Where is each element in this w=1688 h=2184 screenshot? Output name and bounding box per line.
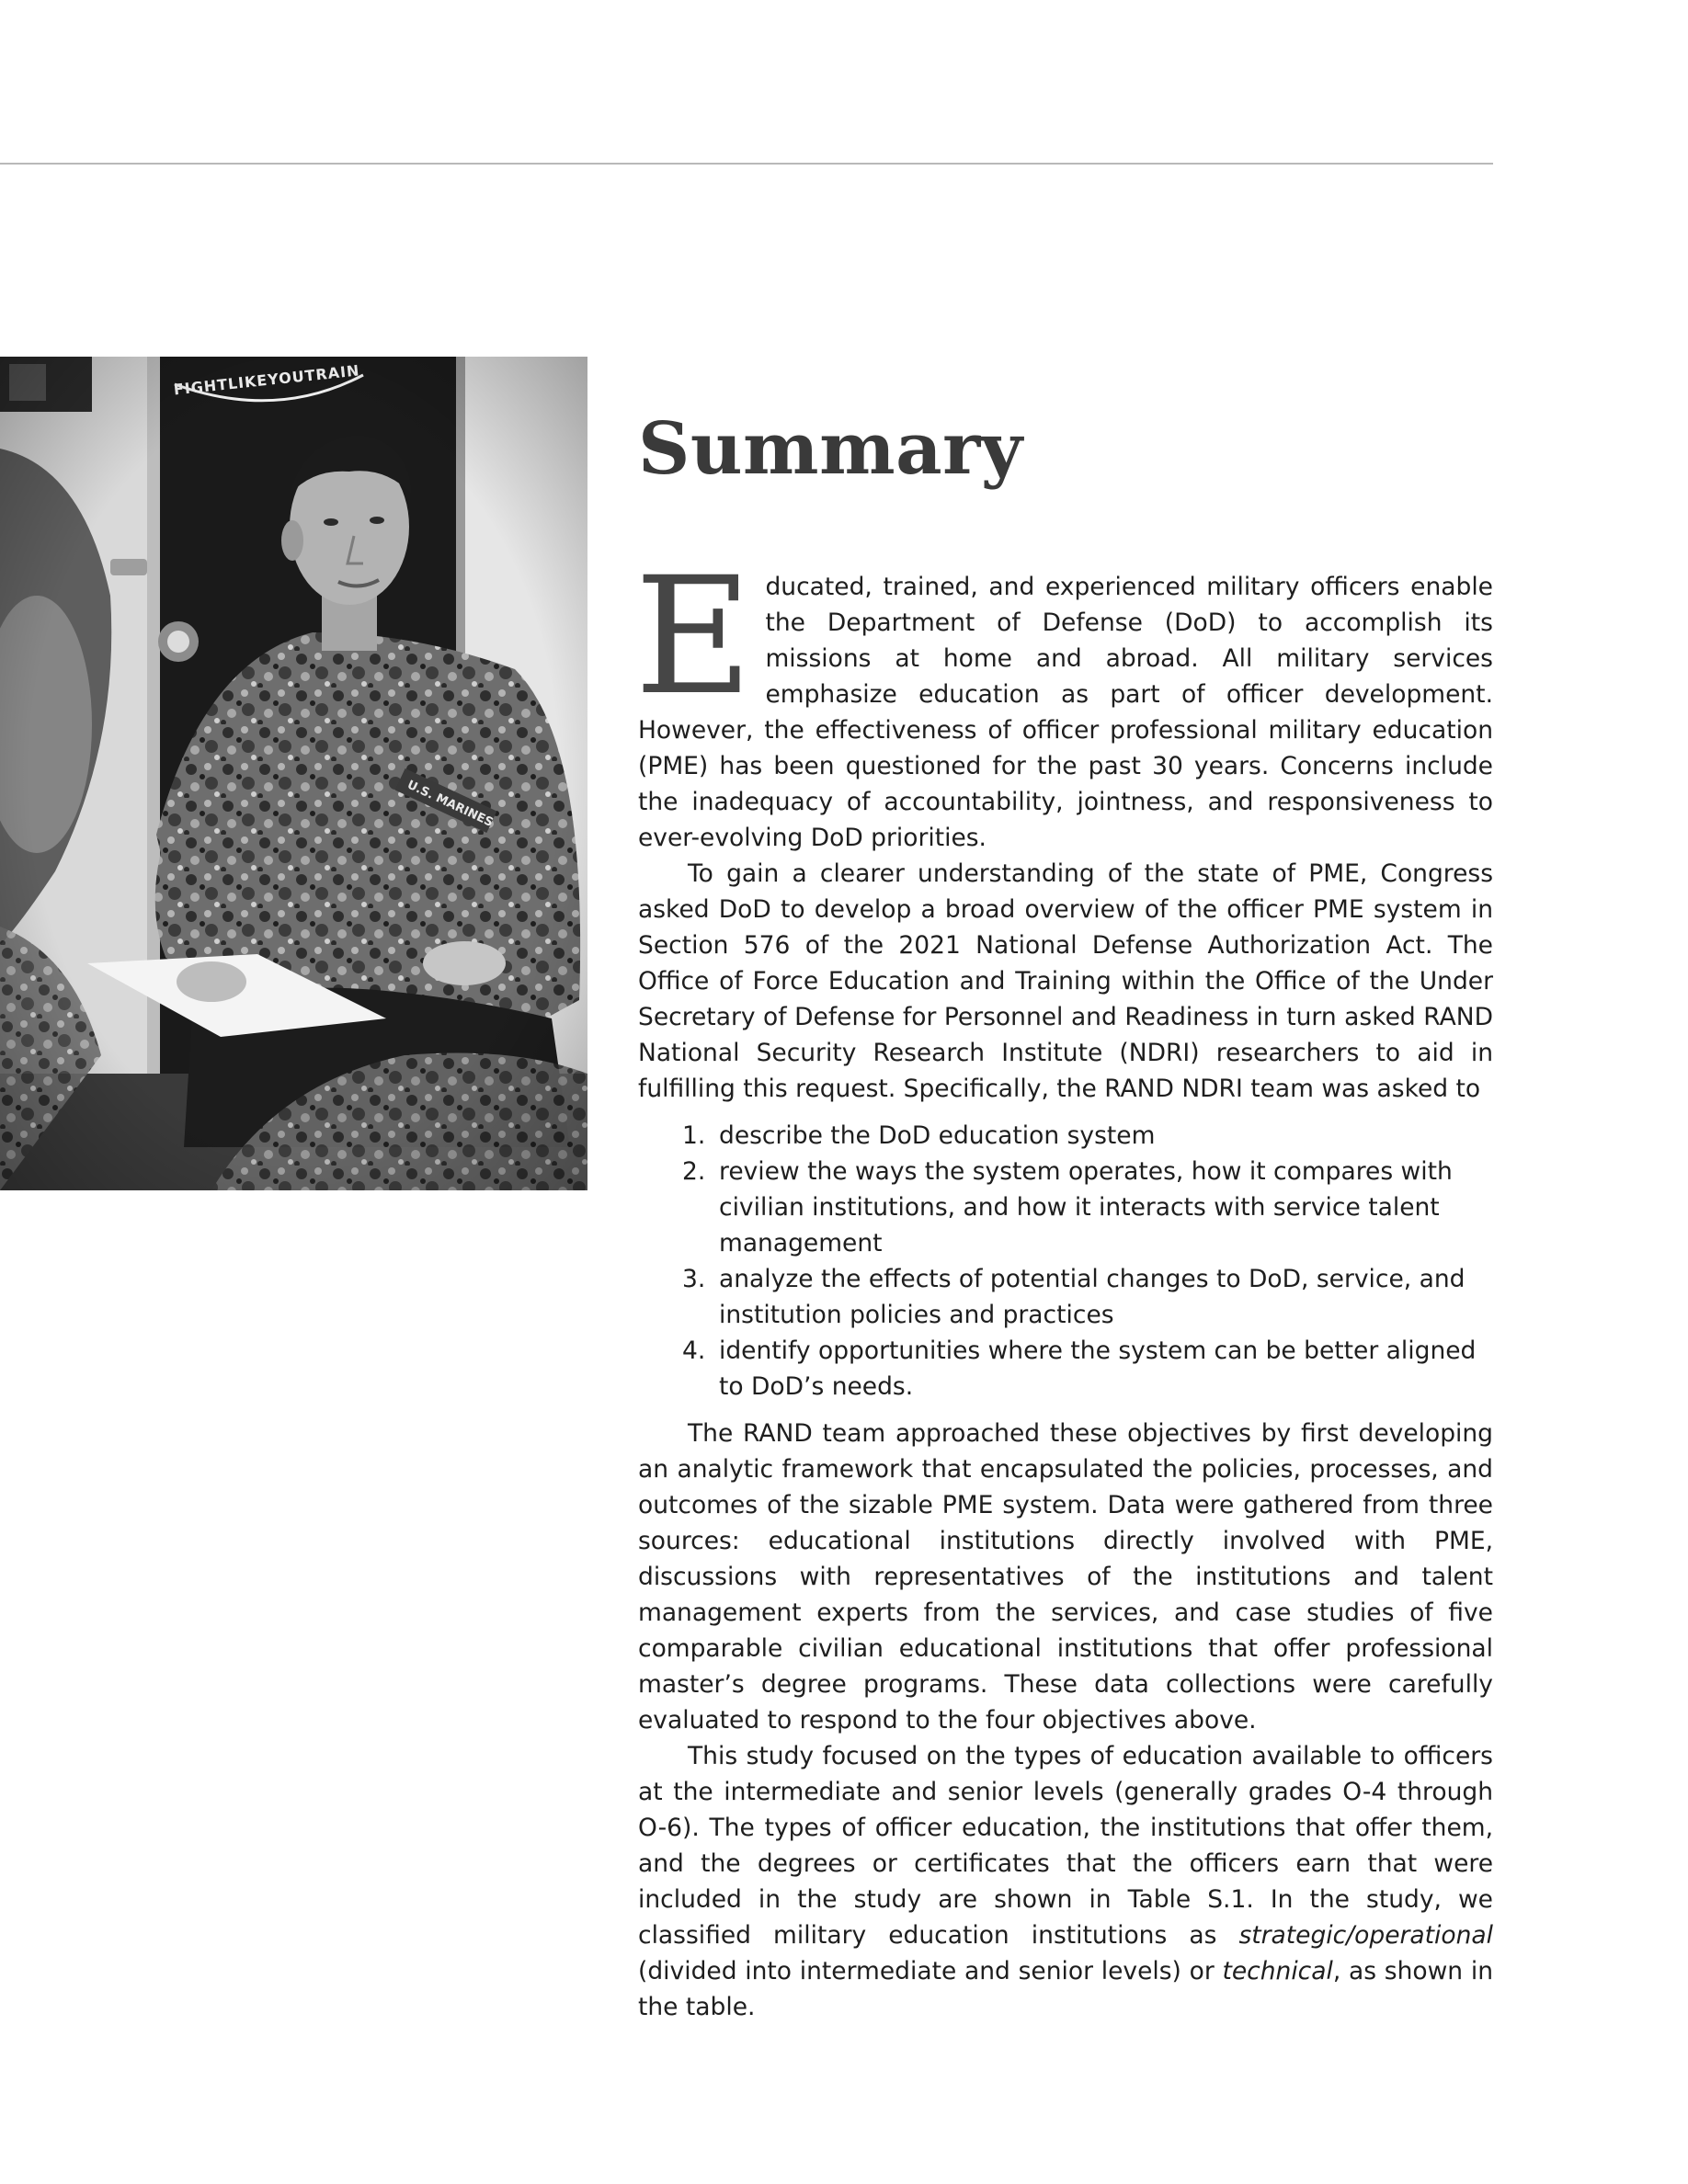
page-title: Summary xyxy=(638,407,1023,491)
list-item-number: 3. xyxy=(682,1265,706,1293)
scope-text-a: This study focused on the types of education available to officers at the intermediate and senior levels (generally grades O-4 through O-6). The types of officer education, the institutions that offer them, and the degrees or certificates that the officers earn that were included in the study are shown in Table S.1. In the study, we classified military education institutions as xyxy=(638,1742,1493,1950)
list-item xyxy=(682,1118,1493,1154)
summary-photo xyxy=(0,357,587,1190)
list-item xyxy=(682,1261,1493,1333)
list-item-text: describe the DoD education system xyxy=(719,1121,1156,1150)
list-item-number: 2. xyxy=(682,1157,706,1186)
intro-paragraph xyxy=(634,542,1493,856)
list-item-text: analyze the effects of potential changes to DoD, service, and institution policies and practices xyxy=(719,1265,1466,1329)
scope-emphasis-strategic: strategic/operational xyxy=(1238,1921,1493,1950)
scope-text-b: (divided into intermediate and senior levels) or xyxy=(638,1957,1223,1985)
intro-paragraph-text: ducated, trained, and experienced military officers enable the Department of Defense (DoD) to accomplish its missions at home and abroad. All military services emphasize education as part of officer development. However, the effectiveness of officer professional military education (PME) has been questioned for the past 30 years. Concerns include the inadequacy of accountability, jointness, and responsiveness to ever-evolving DoD priorities. xyxy=(638,573,1493,852)
list-item xyxy=(682,1333,1493,1405)
summary-body xyxy=(634,542,1493,2025)
list-item-number: 4. xyxy=(682,1337,706,1365)
list-item-text: identify opportunities where the system can be better aligned to DoD’s needs. xyxy=(719,1337,1477,1401)
header-rule xyxy=(0,163,1493,165)
list-item-number: 1. xyxy=(682,1121,706,1150)
list-item-text: review the ways the system operates, how it compares with civilian institutions, and how it interacts with service talent management xyxy=(719,1157,1453,1257)
scope-emphasis-technical: technical xyxy=(1222,1957,1333,1985)
objectives-list xyxy=(638,1118,1493,1405)
approach-paragraph: The RAND team approached these objectives by first developing an analytic framework that encapsulated the policies, processes, and outcomes of the sizable PME system. Data were gathered from three sources: educational institutions directly involved with PME, discussions with representatives of the institutions and talent management experts from the services, and case studies of five comparable civilian educational institutions that offer professional master’s degree programs. These data collections were carefully evaluated to respond to the four objectives above. xyxy=(638,1419,1493,1735)
scope-paragraph xyxy=(638,1738,1493,2025)
congress-paragraph: To gain a clearer understanding of the state of PME, Congress asked DoD to develop a broad overview of the officer PME system in Section 576 of the 2021 National Defense Authorization Act. The Office of Force Education and Training within the Office of the Under Secretary of Defense for Personnel and Readiness in turn asked RAND National Security Research Institute (NDRI) researchers to aid in fulfilling this request. Specifically, the RAND NDRI team was asked to xyxy=(638,859,1493,1103)
drop-cap: E xyxy=(634,542,753,731)
scope-text-c: , as shown in the table. xyxy=(638,1957,1493,2021)
list-item xyxy=(682,1154,1493,1261)
